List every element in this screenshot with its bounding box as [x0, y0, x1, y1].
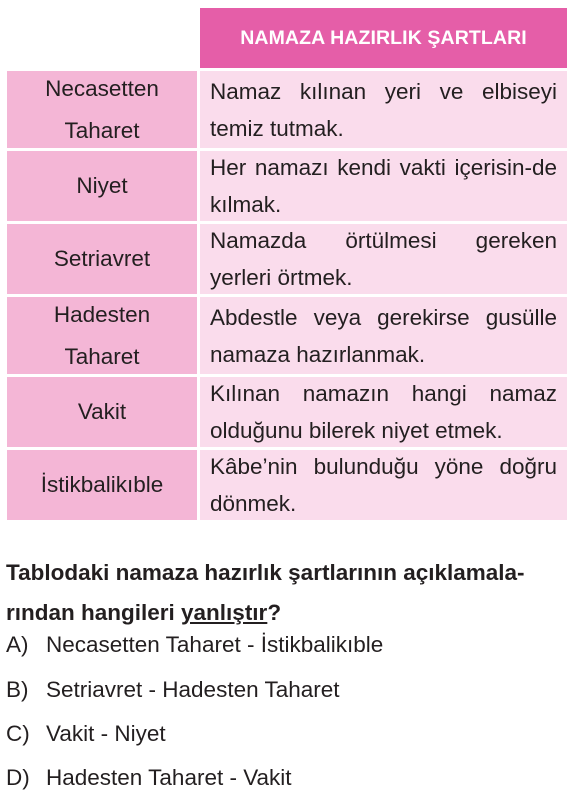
option-b[interactable]	[6, 677, 340, 703]
description-text: Kılınan namazın hangi namaz olduğunu bilerek niyet etmek.	[210, 381, 557, 443]
question-mark: ?	[267, 600, 282, 625]
description-text: Kâbe’nin bulunduğu yöne doğru dönmek.	[210, 454, 557, 516]
description-text: Namazda örtülmesi gereken yerleri örtmek.	[210, 228, 557, 290]
header-empty-cell	[7, 8, 200, 68]
term-cell: İstikbalikıble	[7, 450, 197, 520]
table-header: NAMAZA HAZIRLIK ŞARTLARI	[200, 8, 567, 68]
description-cell	[200, 297, 567, 374]
table-row	[7, 71, 567, 148]
option-text: Necasetten Taharet - İstikbalikıble	[46, 632, 384, 657]
description-text: Namaz kılınan yeri ve elbiseyi temiz tutmak.	[210, 78, 557, 141]
term-line: Necasetten	[45, 75, 159, 101]
table-row	[7, 151, 567, 221]
option-c[interactable]	[6, 721, 166, 747]
option-letter: C)	[6, 721, 30, 746]
term-cell: Vakit	[7, 377, 197, 447]
option-letter: D)	[6, 765, 30, 790]
term-line: Taharet	[64, 117, 140, 143]
conditions-table	[7, 8, 567, 520]
table-header-row	[7, 8, 567, 68]
question-text	[6, 553, 576, 633]
option-text: Hadesten Taharet - Vakit	[46, 765, 292, 790]
option-text: Setriavret - Hadesten Taharet	[46, 677, 340, 702]
table-row	[7, 224, 567, 294]
option-text: Vakit - Niyet	[46, 721, 166, 746]
term-cell	[7, 71, 197, 148]
option-a[interactable]	[6, 632, 383, 658]
term-line: Hadesten	[53, 301, 151, 327]
term-cell	[7, 297, 197, 374]
table-row	[7, 377, 567, 447]
table-row	[7, 450, 567, 520]
option-d[interactable]	[6, 765, 292, 791]
description-cell	[200, 450, 567, 520]
table-row	[7, 297, 567, 374]
description-text: Abdestle veya gerekirse gusülle namaza hazırlanmak.	[210, 304, 557, 367]
term-cell: Niyet	[7, 151, 197, 221]
description-cell	[200, 377, 567, 447]
term-line: Taharet	[64, 343, 140, 369]
description-cell	[200, 71, 567, 148]
option-letter: B)	[6, 677, 29, 702]
option-letter: A)	[6, 632, 29, 657]
question-keyword: yanlıştır	[181, 600, 268, 625]
description-cell	[200, 151, 567, 221]
question-stem: Tablodaki namaza hazırlık şartlarının açıklamala-rından hangileri	[6, 560, 525, 625]
term-cell: Setriavret	[7, 224, 197, 294]
description-text: Her namazı kendi vakti içerisin-de kılmak.	[210, 155, 557, 217]
description-cell	[200, 224, 567, 294]
